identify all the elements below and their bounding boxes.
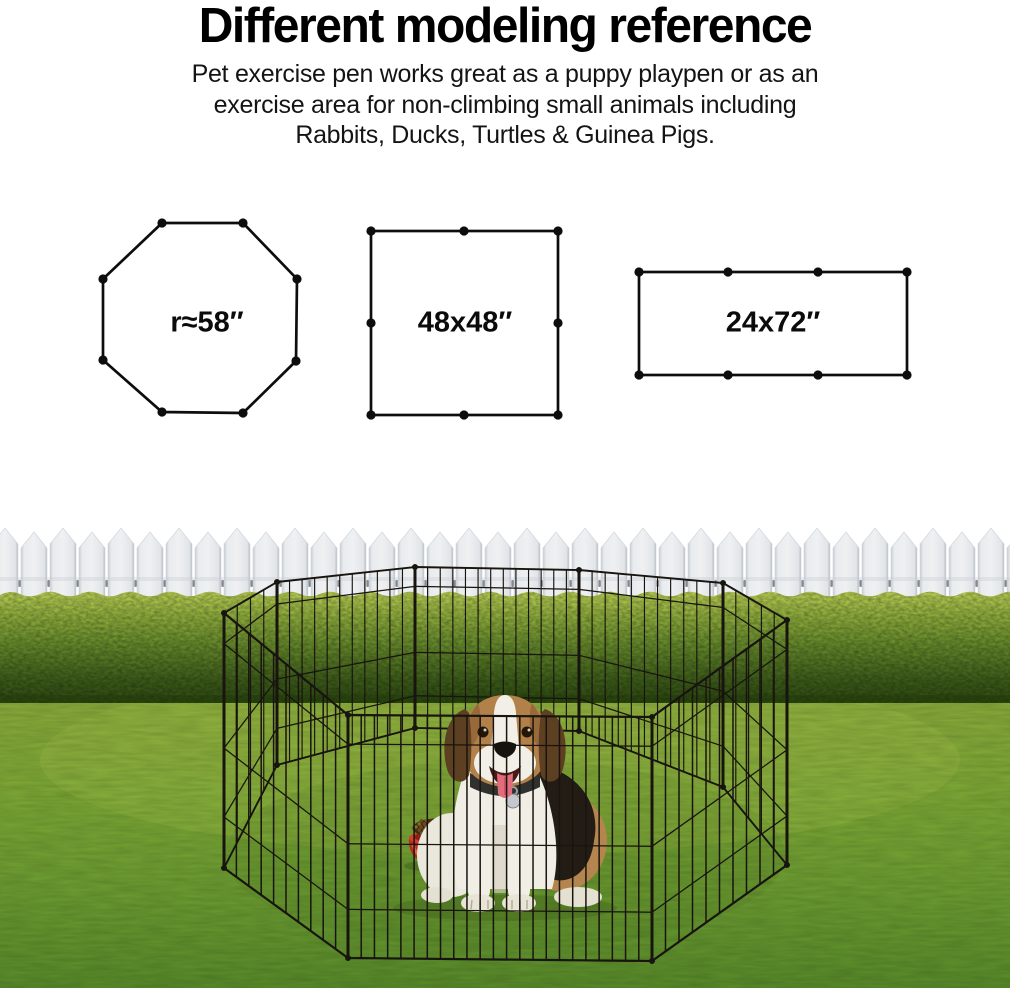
photo-scene <box>0 525 1010 988</box>
dog-paw <box>461 894 495 912</box>
page-title: Different modeling reference <box>198 0 812 53</box>
square-size-label: 48x48″ <box>417 306 513 339</box>
rectangle-size-label: 24x72″ <box>725 306 821 339</box>
subtitle-line-3: Rabbits, Ducks, Turtles & Guinea Pigs. <box>295 121 715 149</box>
diagram-rectangle <box>629 262 918 386</box>
product-photo <box>0 525 1010 988</box>
subtitle-line-1: Pet exercise pen works great as a puppy playpen or as an <box>191 60 819 88</box>
dog-eye <box>522 727 533 738</box>
dog-front-leg <box>468 801 490 901</box>
dog-front-leg <box>508 801 530 901</box>
header <box>0 0 1010 151</box>
dog-eye <box>478 727 489 738</box>
page-subtitle <box>0 59 1010 151</box>
subtitle-line-2: exercise area for non-climbing small animals including <box>213 90 797 119</box>
octagon-size-label: r≈58″ <box>170 306 244 339</box>
diagram-square <box>361 221 569 427</box>
diagram-octagon <box>93 210 305 424</box>
dog-rear-paw <box>554 887 602 907</box>
